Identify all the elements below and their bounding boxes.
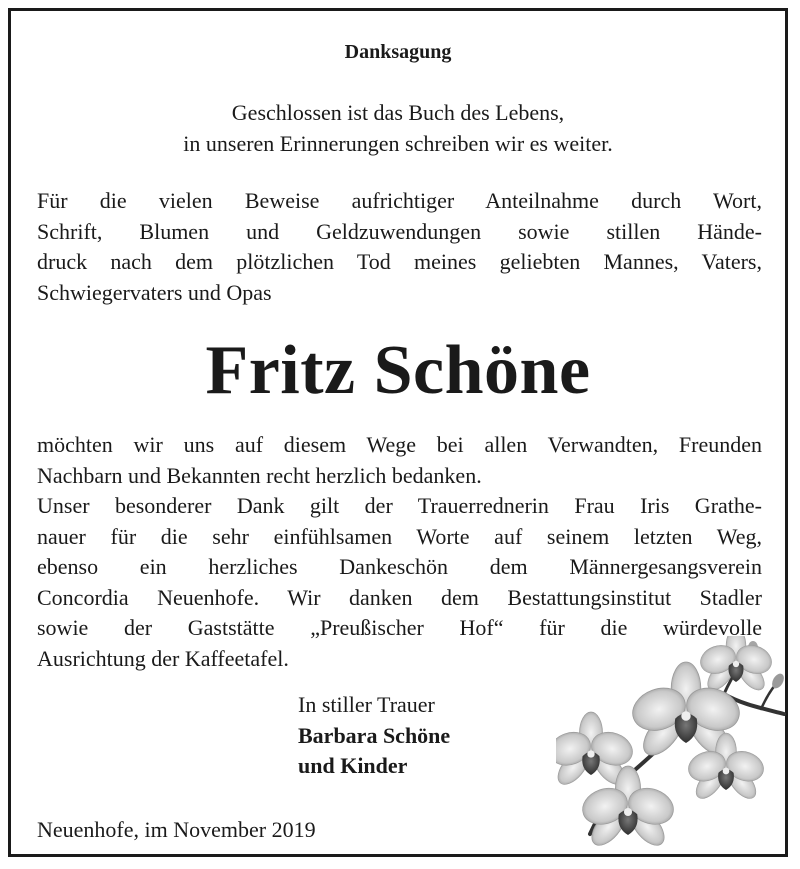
text-line: Concordia Neuenhofe. Wir danken dem Bestattungsinstitut Stadler (37, 584, 762, 610)
text-line: Für die vielen Beweise aufrichtiger Anteilnahme durch Wort, (37, 188, 762, 213)
signature-block (298, 690, 450, 782)
motto-line: in unseren Erinnerungen schreiben wir es weiter. (183, 131, 613, 156)
place-and-date: Neuenhofe, im November 2019 (37, 817, 316, 842)
text-line: Schwiegervaters und Opas (37, 279, 272, 305)
text-line: Nachbarn und Bekannten recht herzlich bedanken. (37, 462, 482, 488)
thanks-intro-paragraph (37, 186, 762, 308)
text-line: druck nach dem plötzlichen Tod meines geliebten Mannes, Vaters, (37, 249, 762, 274)
notice-heading: Danksagung (344, 41, 452, 63)
obituary-notice (8, 8, 788, 857)
text-line: ebenso ein herzliches Dankeschön dem Männergesangsverein (37, 554, 762, 579)
signature-intro: In stiller Trauer (298, 692, 435, 717)
deceased-name: Fritz Schöne (205, 332, 591, 409)
orchid-icon (556, 636, 786, 851)
text-line: Schrift, Blumen und Geldzuwendungen sowie stillen Hände- (37, 218, 762, 244)
signature-name: Barbara Schöne (298, 722, 451, 748)
text-line: möchten wir uns auf diesem Wege bei allen Verwandten, Freunden (37, 432, 762, 457)
text-line: nauer für die sehr einfühlsamen Worte auf seinem letzten Weg, (37, 523, 762, 549)
text-line: Ausrichtung der Kaffeetafel. (37, 645, 289, 671)
text-line: sowie der Gaststätte „Preußischer Hof“ für die würdevolle (37, 615, 762, 640)
signature-name: und Kinder (298, 753, 408, 778)
motto-line: Geschlossen ist das Buch des Lebens, (231, 100, 565, 125)
text-line: Unser besonderer Dank gilt der Trauerrednerin Frau Iris Grathe- (37, 493, 762, 518)
motto (11, 97, 785, 159)
